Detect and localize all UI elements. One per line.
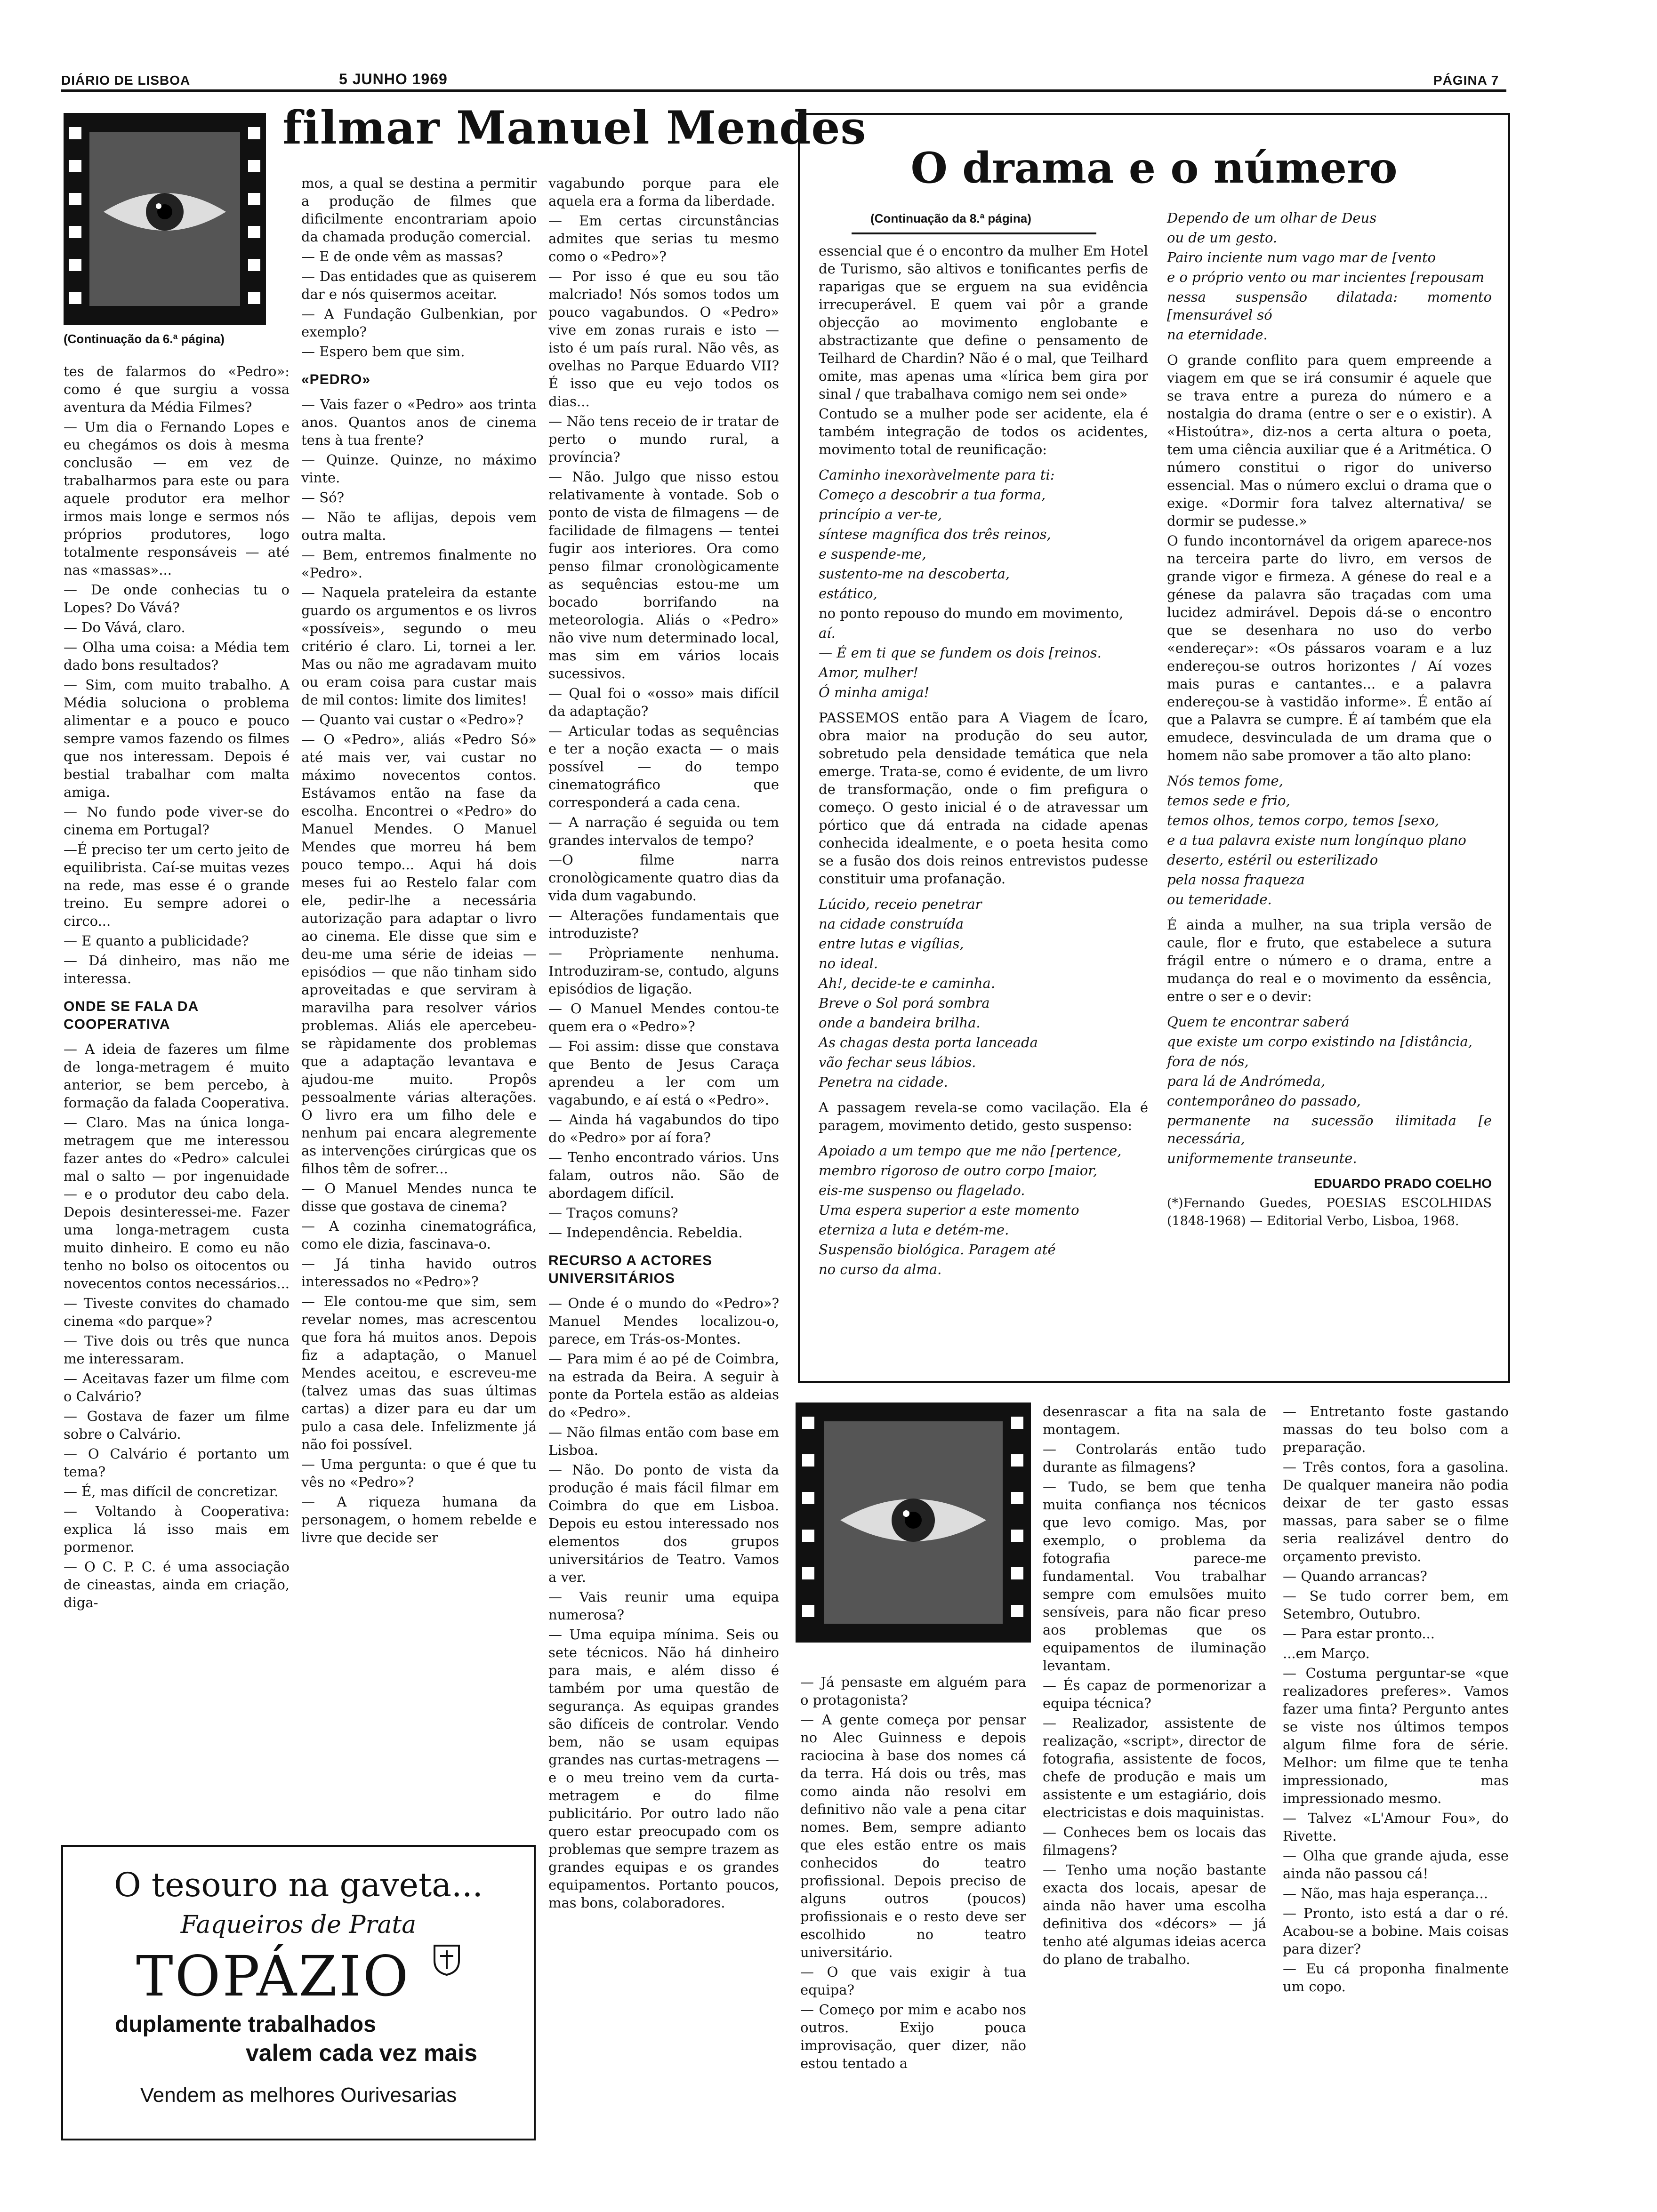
- eye-icon: [838, 1483, 989, 1558]
- subhead: ONDE SE FALA DA COOPERATIVA: [64, 999, 199, 1032]
- ad-tagline-2: valem cada vez mais: [246, 2040, 477, 2066]
- author-signature: EDUARDO PRADO COELHO: [1313, 1176, 1492, 1191]
- article2-box: [798, 113, 1510, 1383]
- divider: [852, 232, 1096, 234]
- ad-headline: O tesouro na gaveta...: [114, 1866, 483, 1904]
- article2-column-1: essencial que é o encontro da mulher Em Hotel de Turismo, são altivos e tonificantes perfis de raparigas que se erguem na sua evidência irrecuperável. E quem vai pôr a grande objecção ao movimento englobante e abstractizante que define o pensamento de Teilhard de Chardin? Não é o mal, que Teilhard omite, mas apenas uma «lírica bem gira por sinal / que trabalhava comigo nem sei onde» Contudo se a mulher pode ser acidente, ela é também integração de todos os acidentes, movimento total de reunificação: Caminho inexoràvelmente para ti: Começo a descobrir a tua forma, princípio a ver-te, síntese magnífica dos três reinos, e suspende-me, sustento-me na descoberta, estático, no ponto repouso do mundo em movimento, aí. — É em ti que se fundem os dois [reinos. Amor, mulher! Ó minha amiga! PASSEMOS então para A Viagem de Ícaro, obra maior na produção do seu autor, sobretudo pela densidade temática que nela emerge. Trata-se, como é evidente, de um livro de transformação, onde o fim prefigura o começo. O gesto inicial é o de atravessar um pórtico que dá entrada na cidade apenas conhecida idealmente, e o poeta hesita como se a fusão dos dois reinos entrevistos pudesse constituir uma profanação. Lúcido, receio penetrar na cidade construída entre lutas e vigílias, no ideal. Ah!, decide-te e caminha. Breve o Sol porá sombra onde a bandeira brilha. As chagas desta porta lanceada vão fechar seus lábios. Penetra na cidade. A passagem revela-se como vacilação. Ela é paragem, movimento detido, gesto suspenso: Apoiado a um tempo que me não [pertence, membro rigoroso de outro corpo [maior, eis-me suspenso ou flagelado. Uma espera superior a este momento eterniza a luta e detém-me. Suspensão biológica. Paragem até no curso da alma.: [819, 243, 1148, 1277]
- continued-note: (Continuação da 6.ª página): [64, 332, 225, 346]
- ad-footer: Vendem as melhores Ourivesarias: [140, 2084, 457, 2107]
- article-title: filmar Manuel Mendes: [282, 101, 867, 154]
- footnote: (*)Fernando Guedes, POESIAS ESCOLHIDAS (1848-1968) — Editorial Verbo, Lisboa, 1968.: [1167, 1196, 1492, 1228]
- article1-column-1: tes de falarmos do «Pedro»: como é que surgiu a vossa aventura da Média Filmes? — Um dia o Fernando Lopes e eu chegámos os dois à mesma conclusão — em vez de trabalharmos para este ou para aquele produtor era melhor irmos mais longe e sermos nós próprios produtores, logo totalmente responsáveis — até nas «massas»... — De onde conhecias tu o Lopes? Do Vává? — Do Vává, claro. — Olha uma coisa: a Média tem dado bons resultados? — Sim, com muito trabalho. A Média soluciona o problema alimentar e a pouco e pouco sempre vamos fazendo os filmes que nos interessam. Depois é bestial trabalhar com malta amiga. — No fundo pode viver-se do cinema em Portugal? —É preciso ter um certo jeito de equilibrista. Caí-se muitas vezes na rede, mas esse é o grande treino. Eu sempre adorei o circo... — E quanto a publicidade? — Dá dinheiro, mas não me interessa. ONDE SE FALA DA COOPERATIVA — A ideia de fazeres um filme de longa-metragem é muito anterior, se bem percebo, à formação da falada Cooperativa. — Claro. Mas na única longa-metragem que me interessou fazer antes do «Pedro» calculei mal o salto — por ingenuidade — e o produtor deu cabo dela. Depois desinteressei-me. Fazer uma longa-metragem custa muito dinheiro. E como eu não tenho no bolso os oitocentos ou novecentos contos necessários... — Tiveste convites do chamado cinema «do parque»? — Tive dois ou três que nunca me interessaram. — Aceitavas fazer um filme com o Calvário? — Gostava de fazer um filme sobre o Calvário. — O Calvário é portanto um tema? — É, mas difícil de concretizar. — Voltando à Cooperativa: explica lá isso mais em pormenor. — O C. P. C. é uma associação de cineastas, ainda em criação, diga-: [64, 363, 290, 1611]
- paper-name: DIÁRIO DE LISBOA: [61, 73, 191, 88]
- ad-subline: Faqueiros de Prata: [180, 1911, 417, 1939]
- article2-column-2: Dependo de um olhar de Deus ou de um gesto. Pairo inciente num vago mar de [vento e o próprio vento ou mar incientes [repousam nessa suspensão dilatada: momento [mensurável só na eternidade. O grande conflito para quem empreende a viagem em que se irá consumir é aquele que se trava entre a pureza do número e a nostalgia do drama (entre o ser e o existir). A «Histoútra», diz-nos a certa altura o poeta, tem uma ciência auxiliar que é a Aritmética. O número constitui o rigor do universo essencial. Mas o número exclui o drama que o exige. «Dormir fora talvez alternativa/ se dormir se pudesse.» O fundo incontornável da origem aparece-nos na terceira parte do livro, em versos de grande vigor e firmeza. A génese do real e a génese da palavra são traçadas com uma lucidez admirável. Depois dá-se o encontro que se desenhara no uso do verbo «endereçar»: «Os pássaros voaram e a luz endereçou-se outros horizontes / Aí vozes mais puras e cantantes... e a palavra endereçou-se à vastidão informe». É então aí que a Palavra se cumpre. É aí também que ela emudece, desvinculada de um drama que o homem não sabe promover a tão alto plano: Nós temos fome, temos sede e frio, temos olhos, temos corpo, temos [sexo, e a tua palavra existe num longínquo plano deserto, estéril ou esterilizado pela nossa fraqueza ou temeridade. É ainda a mulher, na sua tripla versão de caule, flor e fruto, que estabelece a sutura frágil entre o número e o drama, entre a mudança do real e o movimento da essência, entre o ser e o devir: Quem te encontrar saberá que existe um corpo existindo na [distância, fora de nós, para lá de Andrómeda, contemporâneo do passado, permanente na sucessão ilimitada [e necessária, uniformemente transeunte. EDUARDO PRADO COELHO (*)Fernando Guedes, POESIAS ESCOLHIDAS (1848-1968) — Editorial Verbo, Lisboa, 1968.: [1167, 209, 1492, 1371]
- header-rule: [61, 89, 1506, 92]
- subhead: «PEDRO»: [301, 372, 371, 387]
- shield-logo-icon: [433, 1944, 461, 1977]
- article1-column-5: desenrascar a fita na sala de montagem. — Controlarás então tudo durante as filmagens? — Tudo, se bem que tenha muita confiança nos técnicos que levo comigo. Mas, por exemplo, o problema da fotografia parece-me fundamental. Vou trabalhar sempre com emulsões muito sensíveis, para não ficar preso aos problemas que os equipamentos de iluminação levantam. — És capaz de pormenorizar a equipa técnica? — Realizador, assistente de realização, «script», director de fotografia, assistente de focos, chefe de produção e mais um assistente e um estagiário, dois electricistas e dois maquinistas. — Conheces bem os locais das filmagens? — Tenho uma noção bastante exacta dos locais, apesar de ainda não haver uma escolha definitiva dos «décors» — já tenho até algumas ideias acerca do plano de trabalho.: [1043, 1403, 1266, 1967]
- article2-title: O drama e o número: [910, 143, 1398, 193]
- article1-column-4: — Já pensaste em alguém para o protagonista? — A gente começa por pensar no Alec Guinness e depois raciocina à base dos nomes cá da terra. Há dois ou três, mas como ainda não resolvi em definitivo não vale a pena citar nomes. Bem, sempre adianto que eles estão entre os mais conhecidos do teatro profissional. Depois preciso de alguns outros (poucos) profissionais e o resto deve ser escolhido no teatro universitário. — O que vais exigir à tua equipa? — Começo por mim e acabo nos outros. Exijo pouca improvisação, quer dizer, não estou tentado a: [800, 1674, 1026, 2071]
- film-strip-image: [64, 113, 266, 325]
- subhead: RECURSO A ACTORES UNIVERSITÁRIOS: [548, 1253, 713, 1286]
- issue-date: 5 JUNHO 1969: [339, 71, 448, 88]
- brand-name: TOPÁZIO: [136, 1944, 410, 2009]
- topazio-advertisement: [61, 1845, 536, 2140]
- page-number: PÁGINA 7: [1433, 73, 1499, 88]
- article1-column-6: — Entretanto foste gastando massas do teu bolso com a preparação. — Três contos, fora a gasolina. De qualquer maneira não podia deixar de ter gasto essas massas, para saber se o filme seria realizável dentro do orçamento previsto. — Quando arrancas? — Se tudo correr bem, em Setembro, Outubro. — Para estar pronto... ...em Março. — Costuma perguntar-se «que realizadores preferes». Vamos fazer uma finta? Pergunto antes se viste nos últimos tempos algum filme fora de série. Melhor: um filme que te tenha impressionado, mas impressionado mesmo. — Talvez «L'Amour Fou», do Rivette. — Olha que grande ajuda, esse ainda não passou cá! — Não, mas haja esperança... — Pronto, isto está a dar o ré. Acabou-se a bobine. Mais coisas para dizer? — Eu cá proponha finalmente um copo.: [1283, 1403, 1509, 1995]
- article1-column-3: vagabundo porque para ele aquela era a forma da liberdade. — Em certas circunstâncias admites que serias tu mesmo como o «Pedro»? — Por isso é que eu sou tão malcriado! Nós somos todos um pouco vagabundos. O «Pedro» vive em zonas rurais e isto — isto é um país rural. Não vês, as ovelhas no Parque Eduardo VII? É isso que eu vejo todos os dias... — Não tens receio de ir tratar de perto o mundo rural, a província? — Não. Julgo que nisso estou relativamente à vontade. Sob o ponto de vista de filmagens — de facilidade de filmagens — tentei fugir aos interiores. Ora como penso filmar cronològicamente as sequências estou-me um bocado borrifando na meteorologia. Aliás o «Pedro» não vive num determinado local, mas sim em vários locais sucessivos. — Qual foi o «osso» mais difícil da adaptação? — Articular todas as sequências e ter a noção exacta — o mais possível — do tempo cinematográfico que corresponderá a cada cena. — A narração é seguida ou tem grandes intervalos de tempo? —O filme narra cronològicamente quatro dias da vida dum vagabundo. — Alterações fundamentais que introduziste? — Pròpriamente nenhuma. Introduziram-se, contudo, alguns episódios de ligação. — O Manuel Mendes contou-te quem era o «Pedro»? — Foi assim: disse que constava que Bento de Jesus Caraça aprendeu a ler com um vagabundo, e aí está o «Pedro». — Ainda há vagabundos do tipo do «Pedro» por aí fora? — Tenho encontrado vários. Uns falam, outros não. São de abordagem difícil. — Traços comuns? — Independência. Rebeldia. RECURSO A ACTORES UNIVERSITÁRIOS — Onde é o mundo do «Pedro»? Manuel Mendes localizou-o, parece, em Trás-os-Montes. — Para mim é ao pé de Coimbra, na estrada da Beira. A seguir à ponte da Portela estão as aldeias do «Pedro». — Não filmas então com base em Lisboa. — Não. Do ponto de vista da produção é mais fácil filmar em Coimbra do que em Lisboa. Depois eu estou interessado nos elementos dos grupos universitários de Teatro. Vamos a ver. — Vais reunir uma equipa numerosa? — Uma equipa mínima. Seis ou sete técnicos. Não há dinheiro para mais, e além disso é também por uma questão de segurança. As equipas grandes são difíceis de controlar. Vendo bem, não se usam equipas grandes nas curtas-metragens — e o meu treino vem da curta-metragem e do filme publicitário. Por outro lado não quero estar preocupado com os problemas que sempre trazem as grandes equipas e os grandes equipamentos. Portanto poucos, mas bons, colaboradores.: [548, 175, 779, 1911]
- ad-brand: [63, 1944, 534, 2009]
- article2-continued: (Continuação da 8.ª página): [870, 211, 1031, 225]
- film-strip-image: [796, 1403, 1031, 1643]
- eye-icon: [101, 179, 228, 245]
- article1-column-2: mos, a qual se destina a permitir a produção de filmes que dificilmente encontrariam apoio da chamada produção comercial. — E de onde vêm as massas? — Das entidades que as quiserem dar e nós quisermos aceitar. — A Fundação Gulbenkian, por exemplo? — Espero bem que sim. «PEDRO» — Vais fazer o «Pedro» aos trinta anos. Quantos anos de cinema tens à tua frente? — Quinze. Quinze, no máximo vinte. — Só? — Não te aflijas, depois vem outra malta. — Bem, entremos finalmente no «Pedro». — Naquela prateleira da estante guardo os argumentos e os livros «possíveis», segundo o meu critério é claro. Li, tornei a ler. Mas ou não me agradavam muito ou eram coisa para custar mais de mil contos: limite dos limites! — Quanto vai custar o «Pedro»? — O «Pedro», aliás «Pedro Só» até mais ver, vai custar no máximo novecentos contos. Estávamos então na fase da escolha. Encontrei o «Pedro» do Manuel Mendes. O Manuel Mendes que morreu há bem pouco tempo... Aqui há dois meses fui ao Restelo falar com ele, pedir-lhe a necessária autorização para adaptar o livro ao cinema. Ele disse que sim e deu-me uma série de ideias — episódios — que não tinham sido aproveitadas e que serviram à maravilha para resolver vários problemas. Aliás ele apercebeu-se ràpidamente dos problemas que a adaptação levantava e ajudou-me muito. Propôs pessoalmente várias alterações. O livro era um filho dele e nenhum pai encara alegremente as intervenções cirúrgicas que os filhos têm de sofrer... — O Manuel Mendes nunca te disse que gostava de cinema? — A cozinha cinematográfica, como ele dizia, fascinava-o. — Já tinha havido outros interessados no «Pedro»? — Ele contou-me que sim, sem revelar nomes, mas acrescentou que fora há muitos anos. Depois fiz a adaptação, o Manuel Mendes aceitou, e escreveu-me (talvez umas das suas últimas cartas) a dizer para eu dar um pulo a casa dele. Infelizmente já não foi possível. — Uma pergunta: o que é que tu vês no «Pedro»? — A riqueza humana da personagem, o homem rebelde e livre que decide ser: [301, 175, 537, 1546]
- ad-tagline-1: duplamente trabalhados: [115, 2012, 376, 2037]
